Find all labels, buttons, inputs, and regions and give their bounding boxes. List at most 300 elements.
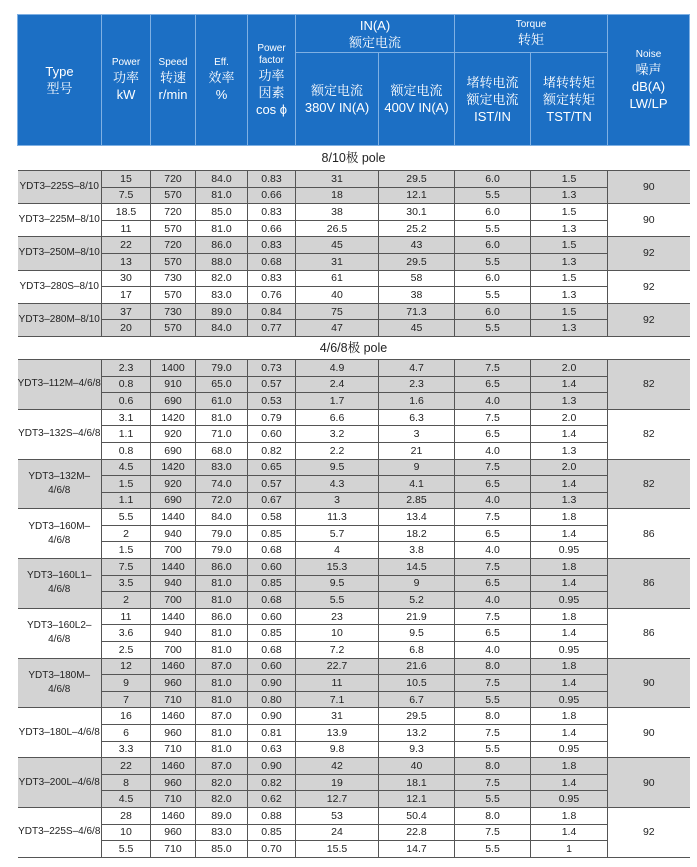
noise-cell: 92 (608, 237, 690, 270)
table-row (18, 708, 690, 725)
noise-cell: 90 (608, 708, 690, 758)
current-400v-cell: 14.7 (379, 841, 455, 858)
tst-tn-cell: 1.8 (531, 658, 608, 675)
header-current-380v: 额定电流 380V IN(A) (296, 53, 379, 146)
speed-cell: 570 (151, 320, 196, 337)
efficiency-cell: 81.0 (196, 642, 248, 659)
noise-cell: 86 (608, 608, 690, 658)
efficiency-cell: 71.0 (196, 426, 248, 443)
table-body (18, 146, 690, 858)
current-400v-cell: 12.1 (379, 187, 455, 204)
power-factor-cell: 0.70 (248, 841, 296, 858)
current-400v-cell: 12.1 (379, 791, 455, 808)
ist-in-cell: 5.5 (455, 791, 531, 808)
tst-tn-cell: 1.4 (531, 426, 608, 443)
ist-in-cell: 7.5 (455, 675, 531, 692)
speed-cell: 940 (151, 575, 196, 592)
ist-in-cell: 7.5 (455, 509, 531, 526)
section-title: 4/6/8极 pole (18, 336, 690, 359)
ist-in-cell: 7.5 (455, 725, 531, 742)
ist-in-cell: 7.5 (455, 359, 531, 376)
power-factor-cell: 0.88 (248, 807, 296, 824)
current-380v-cell: 1.7 (296, 393, 379, 410)
table-header (18, 15, 690, 146)
table-row (18, 575, 690, 592)
speed-cell: 720 (151, 171, 196, 188)
power-factor-cell: 0.68 (248, 642, 296, 659)
ist-in-cell: 4.0 (455, 642, 531, 659)
speed-cell: 960 (151, 725, 196, 742)
current-380v-cell: 26.5 (296, 220, 379, 237)
efficiency-cell: 82.0 (196, 791, 248, 808)
current-380v-cell: 3.2 (296, 426, 379, 443)
power-factor-cell: 0.53 (248, 393, 296, 410)
power-cell: 3.6 (102, 625, 151, 642)
table-row (18, 542, 690, 559)
current-400v-cell: 29.5 (379, 171, 455, 188)
current-380v-cell: 6.6 (296, 409, 379, 426)
efficiency-cell: 87.0 (196, 758, 248, 775)
tst-tn-cell: 1.4 (531, 476, 608, 493)
efficiency-cell: 65.0 (196, 376, 248, 393)
noise-cell: 90 (608, 171, 690, 204)
table-row (18, 253, 690, 270)
ist-in-cell: 7.5 (455, 774, 531, 791)
power-factor-cell: 0.83 (248, 237, 296, 254)
noise-cell: 90 (608, 658, 690, 708)
current-380v-cell: 2.2 (296, 442, 379, 459)
tst-tn-cell: 1.5 (531, 303, 608, 320)
speed-cell: 1440 (151, 509, 196, 526)
efficiency-cell: 79.0 (196, 525, 248, 542)
current-400v-cell: 6.7 (379, 691, 455, 708)
efficiency-cell: 81.0 (196, 691, 248, 708)
current-400v-cell: 43 (379, 237, 455, 254)
tst-tn-cell: 0.95 (531, 741, 608, 758)
table-row (18, 459, 690, 476)
power-cell: 22 (102, 237, 151, 254)
tst-tn-cell: 1.4 (531, 376, 608, 393)
power-cell: 3.5 (102, 575, 151, 592)
power-cell: 20 (102, 320, 151, 337)
efficiency-cell: 83.0 (196, 287, 248, 304)
power-cell: 11 (102, 220, 151, 237)
table-row (18, 841, 690, 858)
speed-cell: 1460 (151, 758, 196, 775)
power-factor-cell: 0.66 (248, 187, 296, 204)
current-380v-cell: 5.5 (296, 592, 379, 609)
table-row (18, 171, 690, 188)
speed-cell: 940 (151, 625, 196, 642)
current-380v-cell: 22.7 (296, 658, 379, 675)
current-380v-cell: 4.3 (296, 476, 379, 493)
header-noise: Noise 噪声 dB(A) LW/LP (608, 15, 690, 146)
motor-type-cell: YDT3–160L2–4/6/8 (18, 608, 102, 658)
power-factor-cell: 0.85 (248, 824, 296, 841)
power-cell: 37 (102, 303, 151, 320)
current-400v-cell: 30.1 (379, 204, 455, 221)
table-row (18, 675, 690, 692)
motor-type-cell: YDT3–180L–4/6/8 (18, 708, 102, 758)
current-400v-cell: 4.1 (379, 476, 455, 493)
noise-cell: 86 (608, 509, 690, 559)
motor-type-cell: YDT3–250M–8/10 (18, 237, 102, 270)
ist-in-cell: 5.5 (455, 187, 531, 204)
header-efficiency: Eff. 效率 % (196, 15, 248, 146)
current-400v-cell: 9.3 (379, 741, 455, 758)
ist-in-cell: 5.5 (455, 287, 531, 304)
current-400v-cell: 9 (379, 459, 455, 476)
tst-tn-cell: 1.5 (531, 171, 608, 188)
speed-cell: 730 (151, 270, 196, 287)
speed-cell: 960 (151, 824, 196, 841)
current-380v-cell: 31 (296, 253, 379, 270)
power-cell: 2 (102, 525, 151, 542)
current-400v-cell: 10.5 (379, 675, 455, 692)
efficiency-cell: 81.0 (196, 220, 248, 237)
table-row (18, 320, 690, 337)
current-400v-cell: 21 (379, 442, 455, 459)
noise-cell: 92 (608, 303, 690, 336)
current-400v-cell: 5.2 (379, 592, 455, 609)
current-380v-cell: 13.9 (296, 725, 379, 742)
efficiency-cell: 82.0 (196, 270, 248, 287)
power-cell: 1.1 (102, 492, 151, 509)
tst-tn-cell: 2.0 (531, 459, 608, 476)
header-rated-current: IN(A) 额定电流 (296, 15, 455, 53)
efficiency-cell: 61.0 (196, 393, 248, 410)
current-400v-cell: 3 (379, 426, 455, 443)
current-400v-cell: 9 (379, 575, 455, 592)
table-row (18, 824, 690, 841)
current-380v-cell: 45 (296, 237, 379, 254)
power-factor-cell: 0.65 (248, 459, 296, 476)
efficiency-cell: 81.0 (196, 741, 248, 758)
power-factor-cell: 0.82 (248, 442, 296, 459)
current-400v-cell: 38 (379, 287, 455, 304)
table-row (18, 559, 690, 576)
current-380v-cell: 10 (296, 625, 379, 642)
current-380v-cell: 24 (296, 824, 379, 841)
header-torque: Torque 转矩 (455, 15, 608, 53)
current-400v-cell: 18.1 (379, 774, 455, 791)
power-cell: 9 (102, 675, 151, 692)
efficiency-cell: 85.0 (196, 204, 248, 221)
power-cell: 15 (102, 171, 151, 188)
table-row (18, 492, 690, 509)
tst-tn-cell: 1 (531, 841, 608, 858)
ist-in-cell: 6.5 (455, 476, 531, 493)
noise-cell: 92 (608, 270, 690, 303)
motor-type-cell: YDT3–225S–8/10 (18, 171, 102, 204)
motor-type-cell: YDT3–225S–4/6/8 (18, 807, 102, 857)
current-380v-cell: 31 (296, 171, 379, 188)
efficiency-cell: 88.0 (196, 253, 248, 270)
power-cell: 3.1 (102, 409, 151, 426)
ist-in-cell: 7.5 (455, 409, 531, 426)
power-factor-cell: 0.66 (248, 220, 296, 237)
tst-tn-cell: 1.8 (531, 758, 608, 775)
ist-in-cell: 4.0 (455, 492, 531, 509)
current-400v-cell: 2.85 (379, 492, 455, 509)
ist-in-cell: 5.5 (455, 691, 531, 708)
power-cell: 1.1 (102, 426, 151, 443)
tst-tn-cell: 0.95 (531, 592, 608, 609)
current-400v-cell: 2.3 (379, 376, 455, 393)
tst-tn-cell: 1.8 (531, 608, 608, 625)
power-cell: 0.8 (102, 442, 151, 459)
speed-cell: 570 (151, 253, 196, 270)
table-row (18, 204, 690, 221)
motor-type-cell: YDT3–160L1–4/6/8 (18, 559, 102, 609)
noise-cell: 90 (608, 758, 690, 808)
current-380v-cell: 40 (296, 287, 379, 304)
power-factor-cell: 0.83 (248, 270, 296, 287)
current-380v-cell: 9.5 (296, 459, 379, 476)
power-factor-cell: 0.79 (248, 409, 296, 426)
noise-cell: 92 (608, 807, 690, 857)
table-row (18, 691, 690, 708)
current-380v-cell: 47 (296, 320, 379, 337)
power-factor-cell: 0.77 (248, 320, 296, 337)
efficiency-cell: 83.0 (196, 824, 248, 841)
speed-cell: 960 (151, 675, 196, 692)
speed-cell: 940 (151, 525, 196, 542)
motor-type-cell: YDT3–225M–8/10 (18, 204, 102, 237)
efficiency-cell: 81.0 (196, 725, 248, 742)
ist-in-cell: 6.5 (455, 426, 531, 443)
power-factor-cell: 0.85 (248, 575, 296, 592)
ist-in-cell: 7.5 (455, 559, 531, 576)
table-row (18, 426, 690, 443)
power-cell: 7 (102, 691, 151, 708)
speed-cell: 1460 (151, 708, 196, 725)
power-cell: 2.3 (102, 359, 151, 376)
tst-tn-cell: 1.5 (531, 204, 608, 221)
table-row (18, 359, 690, 376)
power-cell: 0.8 (102, 376, 151, 393)
current-400v-cell: 71.3 (379, 303, 455, 320)
table-row (18, 741, 690, 758)
current-380v-cell: 61 (296, 270, 379, 287)
power-cell: 7.5 (102, 187, 151, 204)
power-cell: 2 (102, 592, 151, 609)
ist-in-cell: 4.0 (455, 393, 531, 410)
section-title: 8/10极 pole (18, 146, 690, 171)
ist-in-cell: 6.0 (455, 237, 531, 254)
table-row (18, 725, 690, 742)
efficiency-cell: 81.0 (196, 625, 248, 642)
table-row (18, 442, 690, 459)
power-factor-cell: 0.73 (248, 359, 296, 376)
ist-in-cell: 7.5 (455, 824, 531, 841)
current-400v-cell: 50.4 (379, 807, 455, 824)
table-row (18, 376, 690, 393)
current-400v-cell: 45 (379, 320, 455, 337)
tst-tn-cell: 1.8 (531, 708, 608, 725)
power-factor-cell: 0.57 (248, 376, 296, 393)
tst-tn-cell: 1.8 (531, 509, 608, 526)
table-row (18, 287, 690, 304)
spec-table-container (17, 14, 689, 858)
current-380v-cell: 9.8 (296, 741, 379, 758)
table-row (18, 658, 690, 675)
efficiency-cell: 81.0 (196, 592, 248, 609)
speed-cell: 1460 (151, 807, 196, 824)
power-factor-cell: 0.62 (248, 791, 296, 808)
current-380v-cell: 7.1 (296, 691, 379, 708)
motor-type-cell: YDT3–160M–4/6/8 (18, 509, 102, 559)
power-cell: 30 (102, 270, 151, 287)
power-cell: 5.5 (102, 509, 151, 526)
ist-in-cell: 8.0 (455, 658, 531, 675)
power-cell: 8 (102, 774, 151, 791)
efficiency-cell: 87.0 (196, 708, 248, 725)
noise-cell: 82 (608, 409, 690, 459)
power-cell: 18.5 (102, 204, 151, 221)
tst-tn-cell: 1.3 (531, 442, 608, 459)
header-power-factor: Power factor 功率 因素 cos ϕ (248, 15, 296, 146)
table-row (18, 187, 690, 204)
current-380v-cell: 5.7 (296, 525, 379, 542)
power-factor-cell: 0.67 (248, 492, 296, 509)
speed-cell: 710 (151, 841, 196, 858)
table-row (18, 608, 690, 625)
table-row (18, 592, 690, 609)
current-380v-cell: 2.4 (296, 376, 379, 393)
speed-cell: 720 (151, 237, 196, 254)
power-factor-cell: 0.83 (248, 204, 296, 221)
power-cell: 11 (102, 608, 151, 625)
tst-tn-cell: 0.95 (531, 691, 608, 708)
speed-cell: 1420 (151, 409, 196, 426)
power-factor-cell: 0.90 (248, 675, 296, 692)
power-factor-cell: 0.85 (248, 525, 296, 542)
current-380v-cell: 4.9 (296, 359, 379, 376)
motor-spec-table (17, 14, 690, 858)
power-cell: 13 (102, 253, 151, 270)
table-row (18, 476, 690, 493)
power-factor-cell: 0.90 (248, 708, 296, 725)
table-row (18, 237, 690, 254)
current-400v-cell: 3.8 (379, 542, 455, 559)
tst-tn-cell: 1.4 (531, 774, 608, 791)
power-factor-cell: 0.90 (248, 758, 296, 775)
power-factor-cell: 0.76 (248, 287, 296, 304)
tst-tn-cell: 1.4 (531, 575, 608, 592)
tst-tn-cell: 1.4 (531, 725, 608, 742)
speed-cell: 1440 (151, 608, 196, 625)
section-header-row (18, 336, 690, 359)
speed-cell: 690 (151, 492, 196, 509)
motor-type-cell: YDT3–280S–8/10 (18, 270, 102, 303)
motor-type-cell: YDT3–112M–4/6/8 (18, 359, 102, 409)
current-400v-cell: 58 (379, 270, 455, 287)
speed-cell: 920 (151, 476, 196, 493)
speed-cell: 730 (151, 303, 196, 320)
current-380v-cell: 11 (296, 675, 379, 692)
motor-type-cell: YDT3–180M–4/6/8 (18, 658, 102, 708)
speed-cell: 570 (151, 187, 196, 204)
efficiency-cell: 86.0 (196, 608, 248, 625)
tst-tn-cell: 1.8 (531, 559, 608, 576)
current-380v-cell: 9.5 (296, 575, 379, 592)
current-380v-cell: 11.3 (296, 509, 379, 526)
header-speed: Speed 转速 r/min (151, 15, 196, 146)
power-cell: 16 (102, 708, 151, 725)
current-400v-cell: 21.9 (379, 608, 455, 625)
power-cell: 1.5 (102, 542, 151, 559)
current-400v-cell: 6.8 (379, 642, 455, 659)
efficiency-cell: 84.0 (196, 509, 248, 526)
speed-cell: 920 (151, 426, 196, 443)
current-400v-cell: 29.5 (379, 253, 455, 270)
speed-cell: 1420 (151, 459, 196, 476)
noise-cell: 90 (608, 204, 690, 237)
current-380v-cell: 4 (296, 542, 379, 559)
ist-in-cell: 6.0 (455, 270, 531, 287)
ist-in-cell: 6.5 (455, 376, 531, 393)
table-row (18, 303, 690, 320)
power-factor-cell: 0.80 (248, 691, 296, 708)
table-row (18, 525, 690, 542)
tst-tn-cell: 1.5 (531, 237, 608, 254)
table-row (18, 409, 690, 426)
current-400v-cell: 4.7 (379, 359, 455, 376)
power-cell: 10 (102, 824, 151, 841)
tst-tn-cell: 1.3 (531, 320, 608, 337)
tst-tn-cell: 1.3 (531, 393, 608, 410)
current-400v-cell: 13.4 (379, 509, 455, 526)
ist-in-cell: 5.5 (455, 841, 531, 858)
header-ist-in: 堵转电流 额定电流 IST/IN (455, 53, 531, 146)
section-header-row (18, 146, 690, 171)
tst-tn-cell: 2.0 (531, 359, 608, 376)
tst-tn-cell: 1.4 (531, 625, 608, 642)
motor-type-cell: YDT3–132M–4/6/8 (18, 459, 102, 509)
tst-tn-cell: 0.95 (531, 542, 608, 559)
ist-in-cell: 6.5 (455, 575, 531, 592)
noise-cell: 86 (608, 559, 690, 609)
current-380v-cell: 15.5 (296, 841, 379, 858)
tst-tn-cell: 2.0 (531, 409, 608, 426)
noise-cell: 82 (608, 459, 690, 509)
speed-cell: 690 (151, 442, 196, 459)
speed-cell: 720 (151, 204, 196, 221)
efficiency-cell: 72.0 (196, 492, 248, 509)
tst-tn-cell: 1.3 (531, 220, 608, 237)
current-400v-cell: 21.6 (379, 658, 455, 675)
tst-tn-cell: 1.3 (531, 492, 608, 509)
efficiency-cell: 84.0 (196, 171, 248, 188)
ist-in-cell: 5.5 (455, 741, 531, 758)
table-row (18, 642, 690, 659)
power-factor-cell: 0.81 (248, 725, 296, 742)
header-power: Power 功率 kW (102, 15, 151, 146)
current-380v-cell: 23 (296, 608, 379, 625)
power-factor-cell: 0.68 (248, 592, 296, 609)
current-400v-cell: 40 (379, 758, 455, 775)
efficiency-cell: 86.0 (196, 559, 248, 576)
speed-cell: 1440 (151, 559, 196, 576)
ist-in-cell: 6.5 (455, 525, 531, 542)
power-factor-cell: 0.68 (248, 542, 296, 559)
power-factor-cell: 0.83 (248, 171, 296, 188)
table-row (18, 791, 690, 808)
current-400v-cell: 18.2 (379, 525, 455, 542)
current-380v-cell: 18 (296, 187, 379, 204)
power-factor-cell: 0.63 (248, 741, 296, 758)
